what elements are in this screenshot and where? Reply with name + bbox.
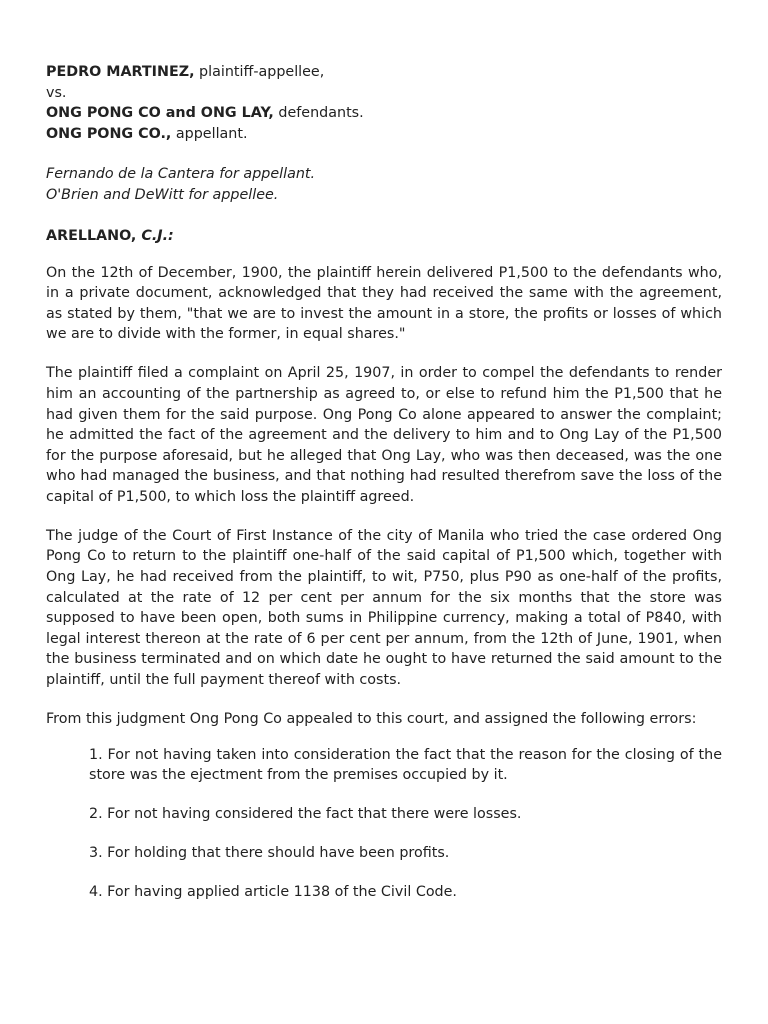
counsel-appellee: O'Brien and DeWitt for appellee. bbox=[46, 186, 279, 203]
appellant-role: appellant. bbox=[171, 125, 248, 142]
plaintiff-name: PEDRO MARTINEZ, bbox=[46, 64, 195, 80]
judge-heading bbox=[46, 226, 722, 247]
case-caption bbox=[46, 62, 722, 144]
appellant-name: ONG PONG CO., bbox=[46, 125, 172, 142]
paragraph-1: On the 12th of December, 1900, the plaintiff herein delivered P1,500 to the defendants who, in a private document, acknowledged that they had received the same with the agreement, as stated by them, "that we are to invest the amount in a store, the profits or losses of which we are to divide with the former, in equal shares." bbox=[46, 264, 722, 343]
defendants-name: ONG PONG CO and ONG LAY, bbox=[46, 105, 274, 122]
caption-line-appellant bbox=[46, 124, 722, 145]
plaintiff-role: plaintiff-appellee, bbox=[194, 64, 325, 80]
caption-line-plaintiff bbox=[46, 62, 722, 83]
paragraph-4: From this judgment Ong Pong Co appealed to this court, and assigned the following errors: bbox=[46, 711, 697, 728]
paragraph-3: The judge of the Court of First Instance of the city of Manila who tried the case ordered Ong Pong Co to return to the plaintiff one-half of the said capital of P1,500 which, together with Ong Lay, he had received from the plaintiff, to wit, P750, plus P90 as one-half of the profits, calculated at the rate of 12 per cent per annum for the six months that the store was supposed to have been open, both sums in Philippine currency, making a total of P840, with legal interest thereon at the rate of 6 per cent per annum, from the 12th of June, 1901, when the business terminated and on which date he ought to have returned the said amount to the plaintiff, until the full payment thereof with costs. bbox=[46, 527, 722, 689]
counsel-appellant: Fernando de la Cantera for appellant. bbox=[46, 166, 316, 183]
caption-versus: vs. bbox=[46, 84, 67, 101]
error-item-4: 4. For having applied article 1138 of the Civil Code. bbox=[89, 884, 457, 901]
counsel-block bbox=[46, 164, 722, 205]
error-item-3: 3. For holding that there should have been profits. bbox=[89, 845, 450, 862]
caption-line-defendants bbox=[46, 103, 722, 124]
error-item-2: 2. For not having considered the fact that there were losses. bbox=[89, 806, 522, 823]
paragraph-2: The plaintiff filed a complaint on April 25, 1907, in order to compel the defendants to render him an accounting of the partnership as agreed to, or else to refund him the P1,500 that he had given them for the said purpose. Ong Pong Co alone appeared to answer the complaint; he admitted the fact of the agreement and the delivery to him and to Ong Lay of the P1,500 for the purpose aforesaid, but he alleged that Ong Lay, who was then deceased, was the one who had managed the business, and that nothing had resulted therefrom save the loss of the capital of P1,500, to which loss the plaintiff agreed. bbox=[46, 365, 722, 505]
judge-title: C.J.: bbox=[141, 227, 174, 244]
error-item-1: 1. For not having taken into consideration the fact that the reason for the closing of the store was the ejectment from the premises occupied by it. bbox=[89, 746, 722, 784]
defendants-role: defendants. bbox=[273, 105, 364, 122]
errors-list bbox=[46, 745, 722, 903]
judge-name: ARELLANO, bbox=[46, 227, 142, 244]
